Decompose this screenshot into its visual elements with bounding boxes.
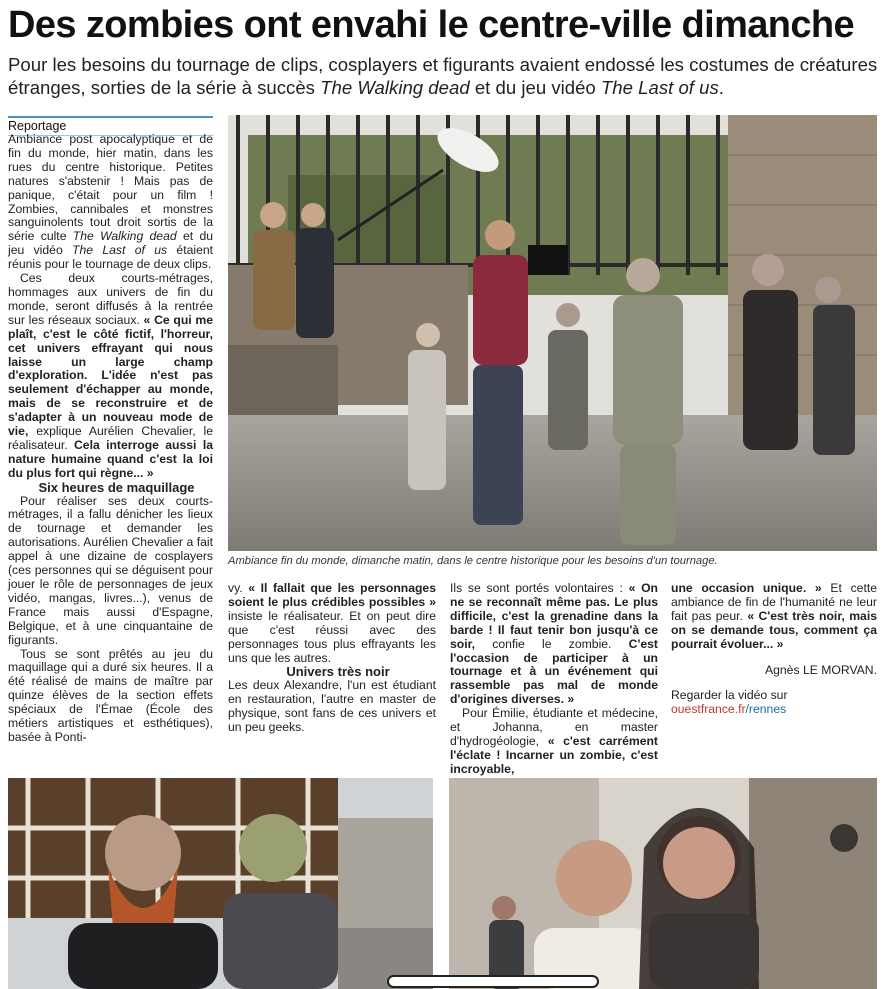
video-label: Regarder la vidéo sur xyxy=(671,688,788,703)
article-column-1 xyxy=(8,133,213,745)
quote-bold: « Ce qui me plaît, c'est le côté fictif, l'horreur, cet univers effrayant qui nous laisse un large champ d'exploration. L'idée n'est pas seulement d'échapper au monde, mais de se reconstruire et de s'adapter à un nouveau mode de vie, xyxy=(8,312,214,439)
paragraph-shooting: Pour réaliser ses deux courts-métrages, il a fallu dénicher les lieux de tournage et demander les autorisations. Aurélien Chevalier a fait appel à une dizaine de cosplayers (ces personnes qui se déguisent pour jouer le rôle de personnages de jeux vidéo, mangas, livres...), venus de France mais aussi d'Espagne, Belgique, et à une cinquantaine de figurants. xyxy=(8,493,213,647)
text-run: Ces deux courts-métrages, hommages aux univers de fin du monde, seront diffusés à la rentrée sur les réseaux sociaux. xyxy=(8,271,213,327)
standfirst xyxy=(8,53,878,99)
paragraph-quote xyxy=(8,272,213,481)
text-run: explique Aurélien Chevalier, le réalisateur. xyxy=(8,424,213,452)
bottom-left-photo xyxy=(8,778,433,989)
standfirst-title1: The Walking dead xyxy=(320,77,470,98)
standfirst-title2: The Last of us xyxy=(600,77,719,98)
paragraph-alexandre: Les deux Alexandre, l'un est étudiant en restauration, l'autre en master de physique, sont fans de ces univers et un peu geeks. xyxy=(228,678,436,735)
standfirst-part3: . xyxy=(718,77,724,98)
text-run: Ils se sont portés volontaires : xyxy=(450,581,629,595)
quote-bold: Cela interroge aussi la nature humaine quand c'est la loi du plus fort qui règne... » xyxy=(8,437,213,480)
main-photo xyxy=(228,115,877,551)
text-run: insiste le réalisateur. Et on peut dire que c'est réussi avec des personnages tous plus effrayants les uns que les autres. xyxy=(228,608,436,665)
subheading-makeup: Six heures de maquillage xyxy=(38,479,195,495)
text-run: étaient réunis pour le tournage de deux clips. xyxy=(8,243,214,272)
photo-caption: Ambiance fin du monde, dimanche matin, dans le centre historique pour les besoins d'un tournage. xyxy=(228,555,718,567)
bottom-right-photo-illustration xyxy=(449,778,877,989)
text-run: Et cette ambiance de fin de l'humanité ne leur fait pas peur. xyxy=(671,581,878,623)
video-link[interactable] xyxy=(671,703,877,717)
video-link-domain[interactable]: ouestfrance.fr xyxy=(671,702,746,717)
scroll-indicator[interactable] xyxy=(387,975,599,988)
paragraph-ending xyxy=(671,582,877,652)
paragraph-makeup: Tous se sont prêtés au jeu du maquillage qui a duré six heures. Il a été réalisé de mains de maître par quinze élèves de la section effets spéciaux de l'Émae (École des métiers artistiques et esthétiques), basée à Ponti- xyxy=(8,646,213,744)
quote-bold: « C'est très noir, mais on se demande tous, comment ça pourrait évoluer... » xyxy=(671,608,877,651)
standfirst-part2: et du jeu vidéo xyxy=(469,77,601,98)
byline: Agnès LE MORVAN. xyxy=(765,662,877,677)
game-title: The Last of us xyxy=(72,243,168,258)
paragraph-intro xyxy=(8,133,213,272)
text-run: Ambiance post apocalyptique et de fin du monde, hier matin, dans les rues du centre historique. Petites natures s'abstenir ! Mais pas de panique, c'était pour un film ! Zombies, cannibales et monstres sanguinolents tout droit sortis de la série culte xyxy=(8,132,213,244)
quote-bold: « c'est carrément l'éclate ! Incarner un zombie, c'est incroyable, xyxy=(450,733,658,776)
standfirst-part1: Pour les besoins du tournage de clips, cosplayers et figurants avaient endossé les costumes de créatures étranges, sorties de la série à succès xyxy=(8,54,878,98)
subheading-dark-universe: Univers très noir xyxy=(286,664,390,680)
text-run: confie le zombie. xyxy=(475,636,629,651)
section-rubric: Reportage xyxy=(8,116,213,136)
article-column-3 xyxy=(450,582,658,777)
bottom-right-photo xyxy=(449,778,877,989)
text-run: Pour Émilie, étudiante et médecine, et Johanna, en master d'hydrogéologie, xyxy=(450,706,658,748)
video-link-section[interactable]: rennes xyxy=(748,702,787,717)
text-run: vy. xyxy=(228,581,249,595)
quote-bold: une occasion unique. » xyxy=(671,581,822,595)
series-title: The Walking dead xyxy=(72,229,177,244)
quote-bold: « Il fallait que les personnages soient le plus crédibles possibles » xyxy=(228,581,436,609)
quote-bold: « On ne se reconnaît même pas. Le plus difficile, c'est la grenadine dans la barde ! Il faut tenir bon jusqu'à ce soir, xyxy=(450,581,658,651)
main-photo-illustration xyxy=(228,115,877,551)
text-run: et du jeu vidéo xyxy=(8,229,213,258)
quote-bold: C'est l'occasion de participer à un tournage et à un événement qui rassemble pas mal de monde d'origines diverses. » xyxy=(450,636,658,707)
bottom-left-photo-illustration xyxy=(8,778,433,989)
article-column-2 xyxy=(228,582,436,735)
paragraph-emilie xyxy=(450,707,658,777)
article-column-4 xyxy=(671,582,877,717)
video-link-slash[interactable]: / xyxy=(745,702,749,717)
headline: Des zombies ont envahi le centre-ville dimanche xyxy=(8,4,855,46)
paragraph-volunteers xyxy=(450,582,658,707)
paragraph-credible xyxy=(228,582,436,665)
